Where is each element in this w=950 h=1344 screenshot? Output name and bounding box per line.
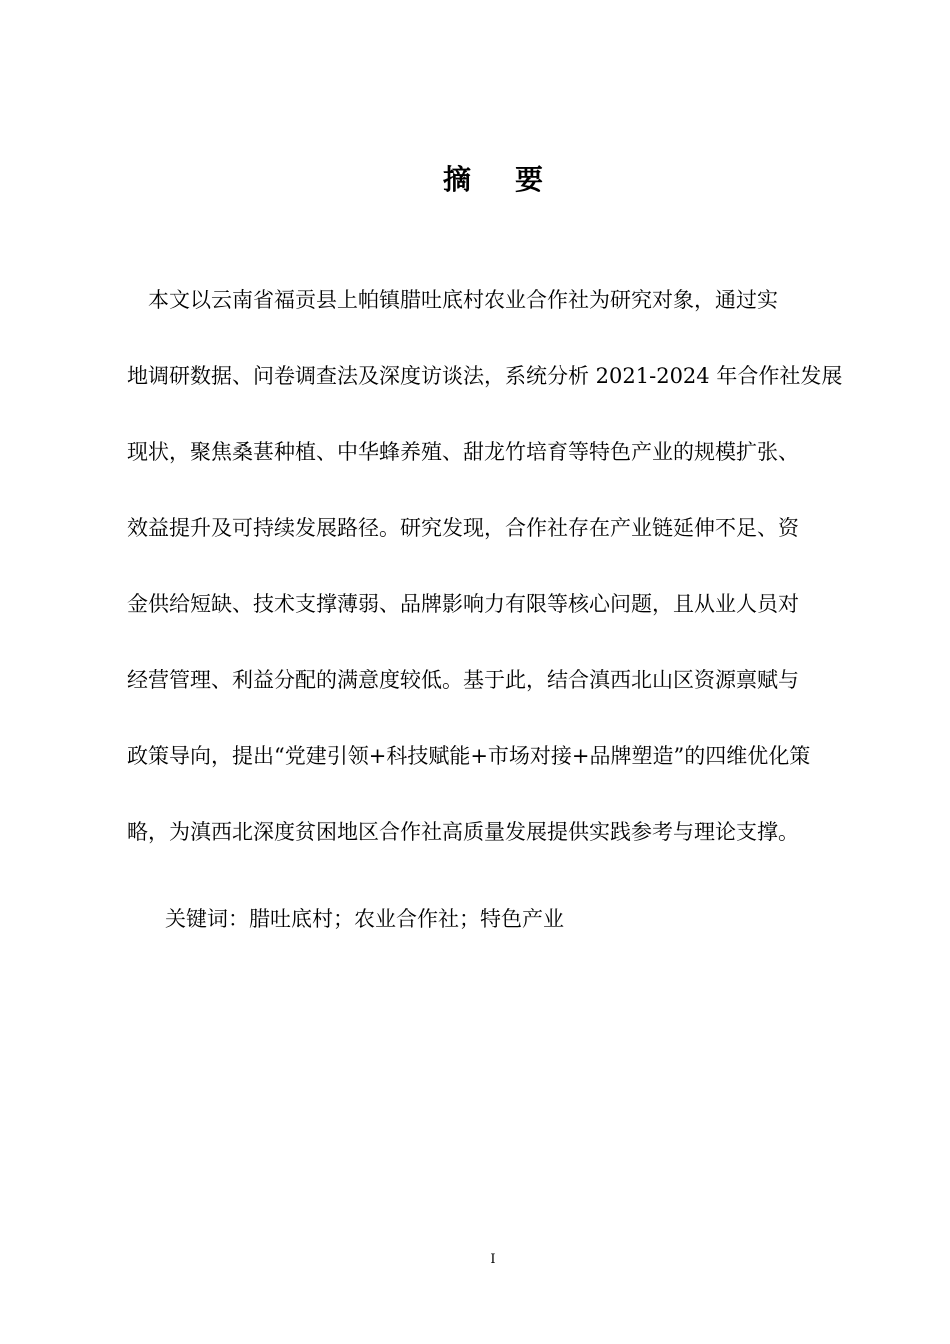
keywords-line <box>165 899 564 939</box>
abstract-line-5: 金供给短缺、技术支撑薄弱、品牌影响力有限等核心问题，且从业人员对 <box>127 592 799 616</box>
keywords-value: 腊吐底村；农业合作社；特色产业 <box>249 907 564 931</box>
keywords-label: 关键词： <box>165 907 249 931</box>
abstract-line-7: 政策导向，提出“党建引领+科技赋能+市场对接+品牌塑造”的四维优化策 <box>127 744 811 768</box>
abstract-body <box>127 280 867 888</box>
title-char-2: 要 <box>515 163 544 196</box>
abstract-line-1: 本文以云南省福贡县上帕镇腊吐底村农业合作社为研究对象，通过实 <box>127 288 778 312</box>
abstract-line-2: 地调研数据、问卷调查法及深度访谈法，系统分析 2021-2024 年合作社发展 <box>127 364 843 388</box>
abstract-line-8: 略，为滇西北深度贫困地区合作社高质量发展提供实践参考与理论支撑。 <box>127 820 799 844</box>
abstract-line-6: 经营管理、利益分配的满意度较低。基于此，结合滇西北山区资源禀赋与 <box>127 668 799 692</box>
title-char-1: 摘 <box>442 163 471 196</box>
page-number: I <box>490 1252 496 1267</box>
page-title <box>0 160 950 200</box>
abstract-line-3: 现状，聚焦桑葚种植、中华蜂养殖、甜龙竹培育等特色产业的规模扩张、 <box>127 440 799 464</box>
abstract-line-4: 效益提升及可持续发展路径。研究发现，合作社存在产业链延伸不足、资 <box>127 516 799 540</box>
